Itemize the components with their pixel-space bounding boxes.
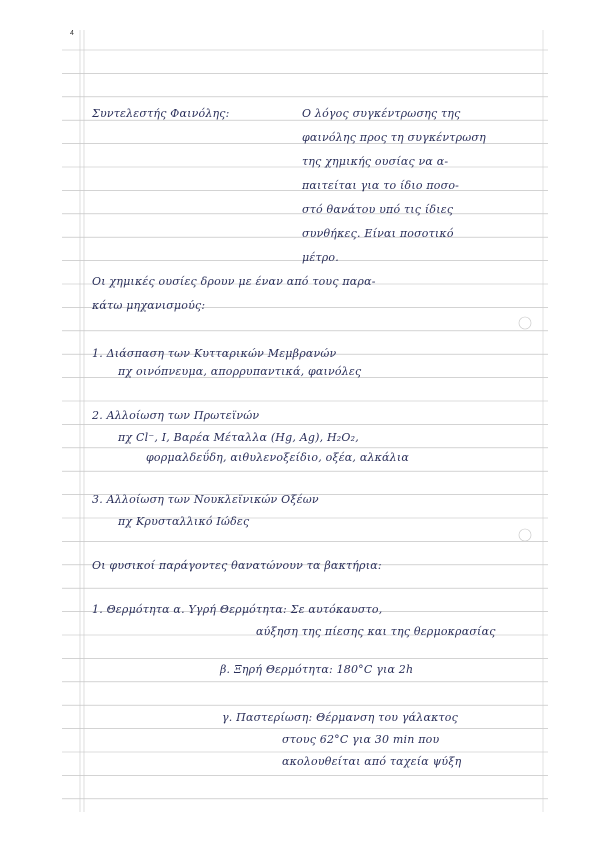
factor-text: αύξηση της πίεσης και της θερμοκρασίας bbox=[256, 625, 496, 638]
punch-hole-mark bbox=[519, 529, 531, 541]
physical-factors-title: Οι φυσικοί παράγοντες θανατώνουν τα βακτήρια: bbox=[92, 559, 382, 572]
factor-text: ακολουθείται από ταχεία ψύξη bbox=[282, 755, 462, 768]
factor-text: 1. Θερμότητα α. Υγρή Θερμότητα: Σε αυτόκαυστο, bbox=[92, 603, 383, 616]
definition-text: Ο λόγος συγκέντρωσης της bbox=[302, 107, 461, 120]
definition-text: συνθήκες. Είναι ποσοτικό bbox=[302, 227, 454, 240]
mechanisms-intro: Οι χημικές ουσίες δρουν με έναν από τους παρα- bbox=[92, 275, 376, 288]
definition-text: της χημικής ουσίας να α- bbox=[302, 155, 449, 168]
mechanism-title: 2. Αλλοίωση των Πρωτεϊνών bbox=[92, 409, 260, 422]
definition-label: Συντελεστής Φαινόλης: bbox=[92, 107, 230, 120]
factor-text: γ. Παστερίωση: Θέρμανση του γάλακτος bbox=[222, 711, 458, 724]
punch-hole-mark bbox=[519, 317, 531, 329]
definition-text: παιτείται για το ίδιο ποσο- bbox=[302, 179, 460, 192]
definition-text: φαινόλης προς τη συγκέντρωση bbox=[302, 131, 486, 144]
definition-text: μέτρο. bbox=[302, 251, 339, 264]
factor-text: β. Ξηρή Θερμότητα: 180°C για 2h bbox=[220, 663, 414, 676]
page-number: 4 bbox=[70, 30, 74, 37]
mechanism-examples: πχ Κρυσταλλικό Ιώδες bbox=[118, 515, 250, 528]
mechanism-examples: φορμαλδεΰδη, αιθυλενοξείδιο, οξέα, αλκάλια bbox=[146, 451, 409, 464]
mechanism-examples: πχ οινόπνευμα, απορρυπαντικά, φαινόλες bbox=[118, 365, 362, 378]
mechanism-title: 1. Διάσπαση των Κυτταρικών Μεμβρανών bbox=[92, 347, 337, 360]
definition-text: στό θανάτου υπό τις ίδιες bbox=[302, 203, 454, 216]
mechanism-title: 3. Αλλοίωση των Νουκλεϊνικών Οξέων bbox=[92, 493, 319, 506]
factor-text: στους 62°C για 30 min που bbox=[282, 733, 440, 746]
mechanisms-intro: κάτω μηχανισμούς: bbox=[92, 299, 206, 312]
mechanism-examples: πχ Cl⁻, I, Βαρέα Μέταλλα (Hg, Ag), H₂O₂, bbox=[118, 431, 359, 444]
